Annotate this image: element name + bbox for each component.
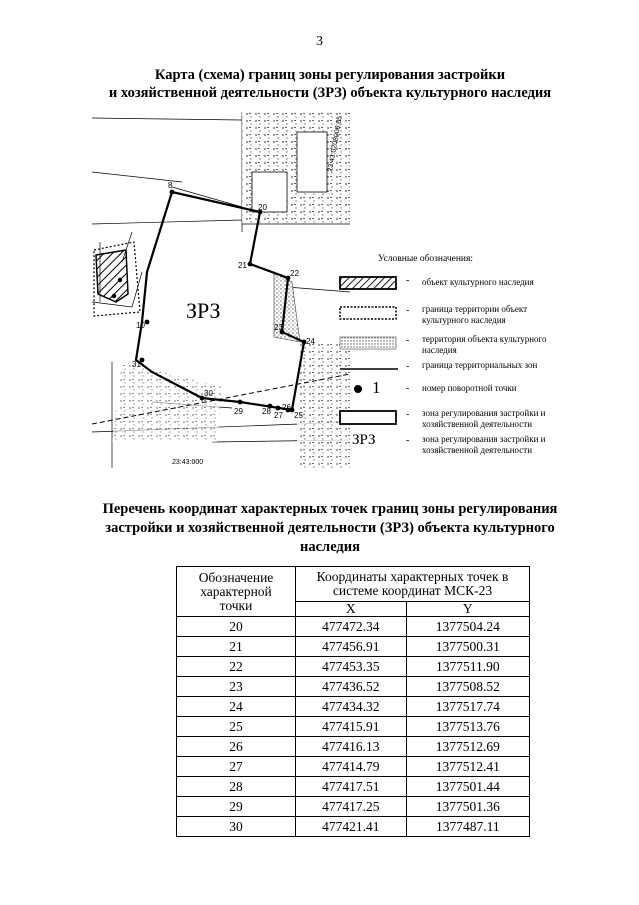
table-row [177,817,530,837]
table-title [90,500,570,557]
cell-y: 1377512.41 [406,757,529,777]
table-row [177,697,530,717]
table-title-line-1: Перечень координат характерных точек границ зоны регулирования [102,501,558,517]
cell-x: 477453.35 [296,657,407,677]
cadastral-number-bottom: 23:43:000 [172,459,204,466]
page-number: 3 [316,34,323,49]
table-row [177,797,530,817]
point-label: 30 [204,389,213,398]
map-drawing [92,112,350,468]
legend-text: граница территориальных зон [422,360,538,370]
cell-y: 1377513.76 [406,717,529,737]
legend-text: территория объекта культурного наследия [422,334,547,355]
legend-dash: - [406,305,410,316]
table-title-line-2: застройки и хозяйственной деятельности (ЗРЗ) объекта культурного [105,520,555,536]
cell-point: 29 [177,797,296,817]
point-marker-icon [338,378,400,396]
table-row [177,777,530,797]
legend-text: граница территории объект культурного наследия [422,304,528,325]
point-label: 8 [168,181,173,190]
cell-y: 1377501.44 [406,777,529,797]
column-header-point: Обозначение характерной точки [177,567,296,617]
cell-x: 477416.13 [296,737,407,757]
cell-point: 28 [177,777,296,797]
cell-x: 477436.52 [296,677,407,697]
cell-x: 477417.25 [296,797,407,817]
legend-text: объект культурного наследия [422,277,534,287]
cell-point: 25 [177,717,296,737]
stippled-box-icon [338,334,400,352]
cell-point: 22 [177,657,296,677]
table-row [177,717,530,737]
legend-dash: - [406,409,410,420]
cadastral-number-top: 23:43:0208000:65 [327,115,344,173]
point-label: 21 [238,261,247,270]
cell-point: 24 [177,697,296,717]
table-title-line-3: наследия [300,539,360,555]
hatched-box-icon [338,274,400,292]
legend-text: зона регулирования застройки и хозяйственной деятельности [422,434,546,455]
cell-y: 1377500.31 [406,637,529,657]
point-label: 29 [234,407,243,416]
cell-y: 1377511.90 [406,657,529,677]
cell-point: 27 [177,757,296,777]
legend-dash: - [406,275,410,286]
point-label: 25 [294,411,303,420]
dotted-box-icon [338,304,400,322]
cell-point: 30 [177,817,296,837]
cell-x: 477421.41 [296,817,407,837]
point-label: 31 [132,360,141,369]
cell-x: 477472.34 [296,617,407,637]
legend-dash: - [406,361,410,372]
column-header-coordinates: Координаты характерных точек в системе координат МСК-23 [296,567,530,602]
map-title-line-2: и хозяйственной деятельности (ЗРЗ) объекта культурного наследия [108,85,552,101]
table-row [177,617,530,637]
cell-y: 1377508.52 [406,677,529,697]
legend-text: номер поворотной точки [422,383,517,393]
point-label: 24 [306,337,315,346]
zrz-label: ЗРЗ [186,298,221,323]
cell-x: 477415.91 [296,717,407,737]
table-row [177,737,530,757]
cell-x: 477414.79 [296,757,407,777]
heritage-object [96,250,128,302]
cell-y: 1377487.11 [406,817,529,837]
cell-x: 477456.91 [296,637,407,657]
point-label: 20 [258,203,267,212]
cell-point: 21 [177,637,296,657]
table-row [177,757,530,777]
cell-point: 23 [177,677,296,697]
cell-x: 477417.51 [296,777,407,797]
cell-point: 20 [177,617,296,637]
cell-y: 1377512.69 [406,737,529,757]
coordinates-table [176,566,530,837]
legend-dash: - [406,335,410,346]
point-label: 28 [262,407,271,416]
point-label: 22 [290,269,299,278]
open-box-icon [338,408,400,426]
table-row [177,637,530,657]
point-label: 27 [274,411,283,420]
column-header-y: Y [406,602,529,617]
column-header-x: X [296,602,407,617]
line-icon [338,360,400,378]
point-label: 10 [136,321,145,330]
cell-y: 1377517.74 [406,697,529,717]
point-label: 23 [274,323,283,332]
cell-x: 477434.32 [296,697,407,717]
point-label: 26 [282,403,291,412]
cell-y: 1377501.36 [406,797,529,817]
table-row [177,657,530,677]
legend-dash: - [406,435,410,446]
map-title-line-1: Карта (схема) границ зоны регулирования застройки [154,67,506,83]
table-row [177,677,530,697]
cell-y: 1377504.24 [406,617,529,637]
legend-zrz-label: ЗРЗ [352,432,376,448]
cadastral-map [92,112,350,468]
legend-point-label: 1 [372,378,381,397]
cell-point: 26 [177,737,296,757]
legend-text: зона регулирования застройки и хозяйственной деятельности [422,408,546,429]
legend-dash: - [406,383,410,394]
legend-title: Условные обозначения: [378,254,474,264]
map-title [60,66,600,102]
coordinates-table-body [177,617,530,837]
